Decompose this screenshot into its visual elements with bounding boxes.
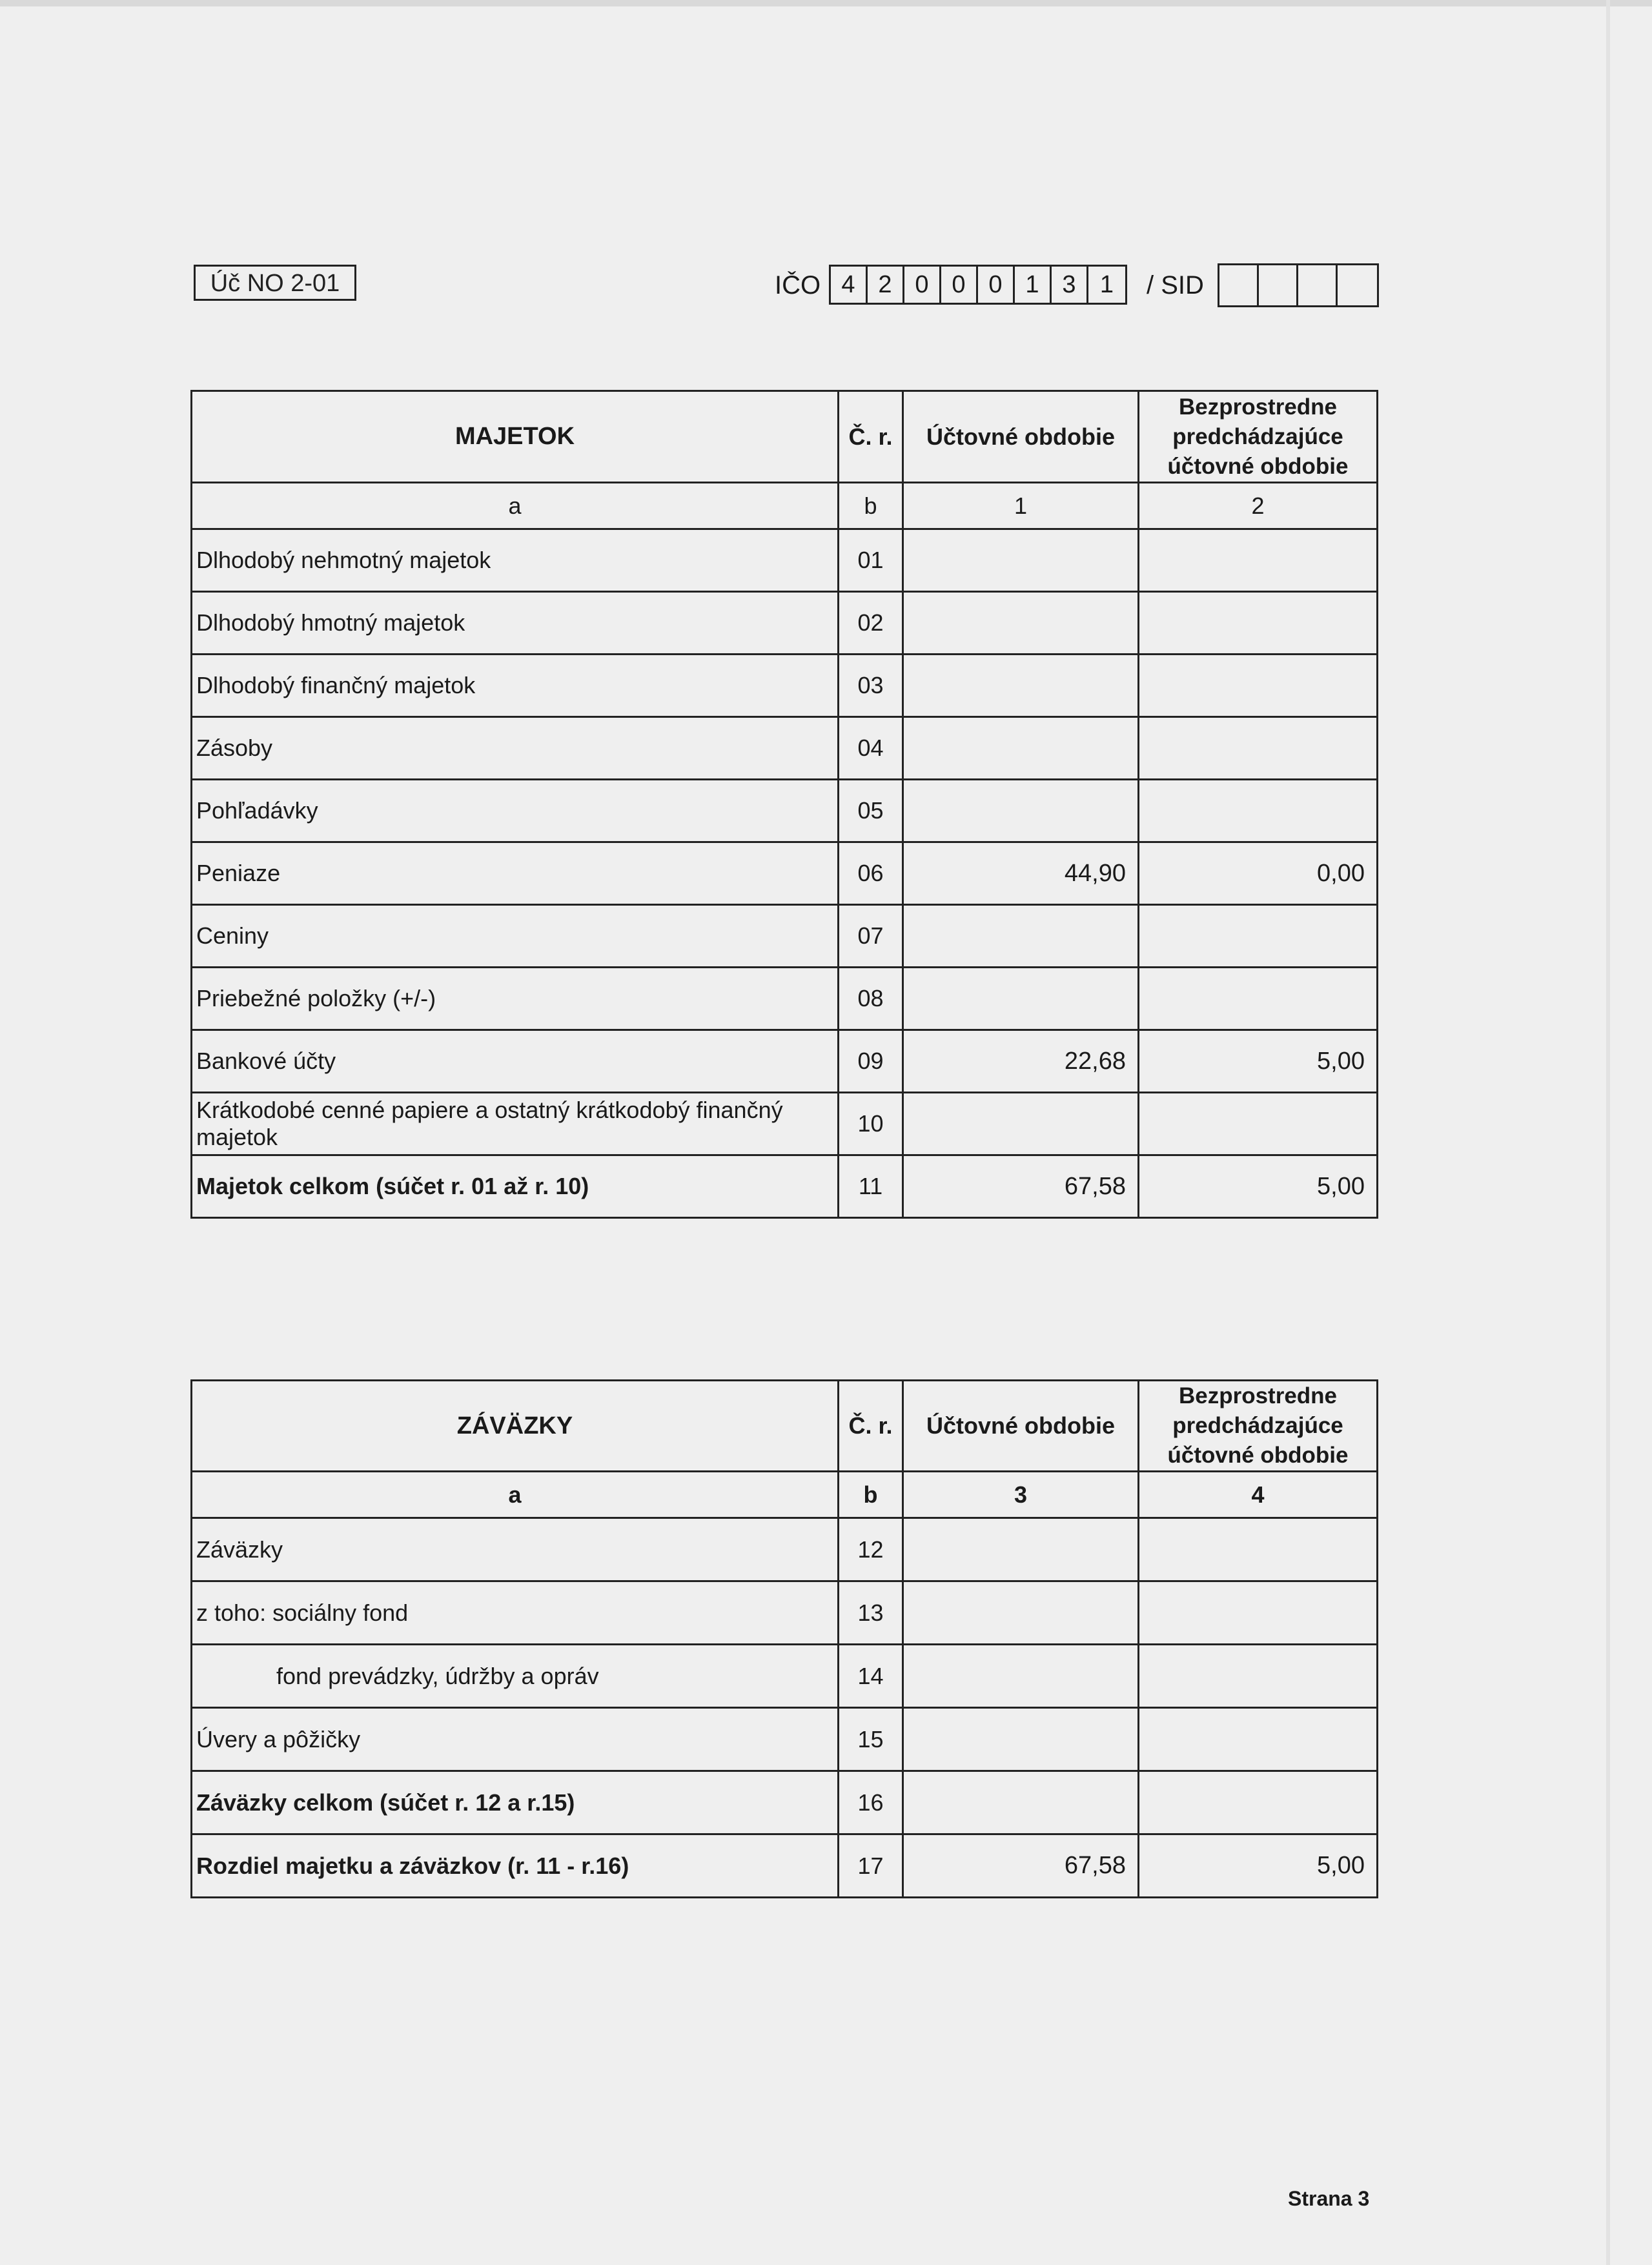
assets-column-labels	[192, 483, 1378, 529]
previous-value	[1139, 592, 1378, 655]
row-label: Dlhodobý finančný majetok	[192, 655, 839, 717]
table-row	[192, 1645, 1378, 1708]
previous-value	[1139, 1645, 1378, 1708]
table-row	[192, 842, 1378, 905]
row-number: 15	[839, 1708, 903, 1771]
table-row-difference	[192, 1834, 1378, 1898]
table-row	[192, 655, 1378, 717]
row-label: Záväzky celkom (súčet r. 12 a r.15)	[192, 1771, 839, 1834]
row-label: Dlhodobý hmotný majetok	[192, 592, 839, 655]
previous-value: 5,00	[1139, 1834, 1378, 1898]
table-row-total	[192, 1771, 1378, 1834]
current-value	[903, 1645, 1139, 1708]
previous-value	[1139, 968, 1378, 1030]
assets-table	[190, 390, 1378, 1219]
current-period-header: Účtovné obdobie	[903, 1381, 1139, 1472]
previous-value	[1139, 529, 1378, 592]
form-code-box: Úč NO 2-01	[194, 265, 356, 301]
table-row	[192, 780, 1378, 842]
col-label-a: a	[192, 1472, 839, 1518]
table-row-total	[192, 1155, 1378, 1218]
col-label-1: 1	[903, 483, 1139, 529]
row-number: 10	[839, 1093, 903, 1155]
sid-box	[1298, 265, 1338, 305]
current-value: 22,68	[903, 1030, 1139, 1093]
ico-digit: 0	[904, 267, 941, 303]
page-top-edge	[0, 0, 1652, 6]
table-row	[192, 968, 1378, 1030]
col-label-3: 3	[903, 1472, 1139, 1518]
row-number: 03	[839, 655, 903, 717]
current-value	[903, 1771, 1139, 1834]
row-number-header: Č. r.	[839, 391, 903, 483]
current-value	[903, 655, 1139, 717]
col-label-b: b	[839, 483, 903, 529]
sid-box	[1259, 265, 1298, 305]
row-number: 01	[839, 529, 903, 592]
current-value	[903, 1581, 1139, 1645]
col-label-a: a	[192, 483, 839, 529]
row-label: Zásoby	[192, 717, 839, 780]
current-value: 67,58	[903, 1834, 1139, 1898]
row-label: Úvery a pôžičky	[192, 1708, 839, 1771]
row-label: fond prevádzky, údržby a opráv	[192, 1645, 839, 1708]
ico-digit-boxes	[829, 265, 1127, 305]
liabilities-table	[190, 1379, 1378, 1898]
row-number: 16	[839, 1771, 903, 1834]
liabilities-title: ZÁVÄZKY	[192, 1381, 839, 1472]
row-label: Pohľadávky	[192, 780, 839, 842]
table-row	[192, 1030, 1378, 1093]
liabilities-header-row	[192, 1381, 1378, 1472]
current-value: 44,90	[903, 842, 1139, 905]
table-row	[192, 1708, 1378, 1771]
page-number: Strana 3	[1288, 2187, 1370, 2210]
row-number: 11	[839, 1155, 903, 1218]
row-number: 07	[839, 905, 903, 968]
row-label: Krátkodobé cenné papiere a ostatný krátkodobý finančný majetok	[192, 1093, 839, 1155]
previous-period-header: Bezprostredne predchádzajúce účtovné obdobie	[1139, 391, 1378, 483]
sid-boxes	[1218, 263, 1379, 307]
current-value	[903, 1093, 1139, 1155]
current-value	[903, 529, 1139, 592]
row-number: 06	[839, 842, 903, 905]
row-label: Peniaze	[192, 842, 839, 905]
previous-value	[1139, 1093, 1378, 1155]
current-value	[903, 1518, 1139, 1581]
col-label-4: 4	[1139, 1472, 1378, 1518]
row-number: 12	[839, 1518, 903, 1581]
row-number: 05	[839, 780, 903, 842]
previous-value: 0,00	[1139, 842, 1378, 905]
current-value	[903, 592, 1139, 655]
col-label-2: 2	[1139, 483, 1378, 529]
assets-header-row	[192, 391, 1378, 483]
row-label: Bankové účty	[192, 1030, 839, 1093]
previous-period-header: Bezprostredne predchádzajúce účtovné obdobie	[1139, 1381, 1378, 1472]
col-label-b: b	[839, 1472, 903, 1518]
row-label: Dlhodobý nehmotný majetok	[192, 529, 839, 592]
row-label: Ceniny	[192, 905, 839, 968]
liabilities-column-labels	[192, 1472, 1378, 1518]
ico-digit: 0	[941, 267, 978, 303]
table-row	[192, 592, 1378, 655]
row-label: Majetok celkom (súčet r. 01 až r. 10)	[192, 1155, 839, 1218]
ico-digit: 3	[1052, 267, 1088, 303]
row-number: 14	[839, 1645, 903, 1708]
page-right-edge	[1606, 0, 1610, 2265]
current-value	[903, 717, 1139, 780]
previous-value	[1139, 1771, 1378, 1834]
sid-box	[1219, 265, 1259, 305]
current-value	[903, 905, 1139, 968]
table-row	[192, 1581, 1378, 1645]
row-label: Záväzky	[192, 1518, 839, 1581]
current-value	[903, 1708, 1139, 1771]
row-label: z toho: sociálny fond	[192, 1581, 839, 1645]
previous-value: 5,00	[1139, 1030, 1378, 1093]
previous-value	[1139, 1581, 1378, 1645]
table-row	[192, 529, 1378, 592]
ico-digit: 4	[831, 267, 868, 303]
row-number: 04	[839, 717, 903, 780]
table-row	[192, 905, 1378, 968]
row-label: Rozdiel majetku a záväzkov (r. 11 - r.16)	[192, 1834, 839, 1898]
previous-value	[1139, 780, 1378, 842]
ico-digit: 0	[978, 267, 1015, 303]
previous-value	[1139, 905, 1378, 968]
row-number: 17	[839, 1834, 903, 1898]
table-row	[192, 1093, 1378, 1155]
ico-digit: 1	[1015, 267, 1052, 303]
assets-title: MAJETOK	[192, 391, 839, 483]
previous-value	[1139, 1518, 1378, 1581]
table-row	[192, 717, 1378, 780]
sid-box	[1338, 265, 1377, 305]
current-value	[903, 968, 1139, 1030]
ico-label: IČO	[775, 271, 821, 300]
row-number: 08	[839, 968, 903, 1030]
row-number: 09	[839, 1030, 903, 1093]
current-value: 67,58	[903, 1155, 1139, 1218]
ico-digit: 1	[1099, 271, 1114, 298]
row-number-header: Č. r.	[839, 1381, 903, 1472]
ico-digit: 2	[868, 267, 904, 303]
table-row	[192, 1518, 1378, 1581]
previous-value	[1139, 717, 1378, 780]
sid-label: / SID	[1147, 271, 1204, 300]
current-period-header: Účtovné obdobie	[903, 391, 1139, 483]
current-value	[903, 780, 1139, 842]
row-label: Priebežné položky (+/-)	[192, 968, 839, 1030]
previous-value	[1139, 1708, 1378, 1771]
previous-value: 5,00	[1139, 1155, 1378, 1218]
previous-value	[1139, 655, 1378, 717]
row-number: 02	[839, 592, 903, 655]
row-number: 13	[839, 1581, 903, 1645]
